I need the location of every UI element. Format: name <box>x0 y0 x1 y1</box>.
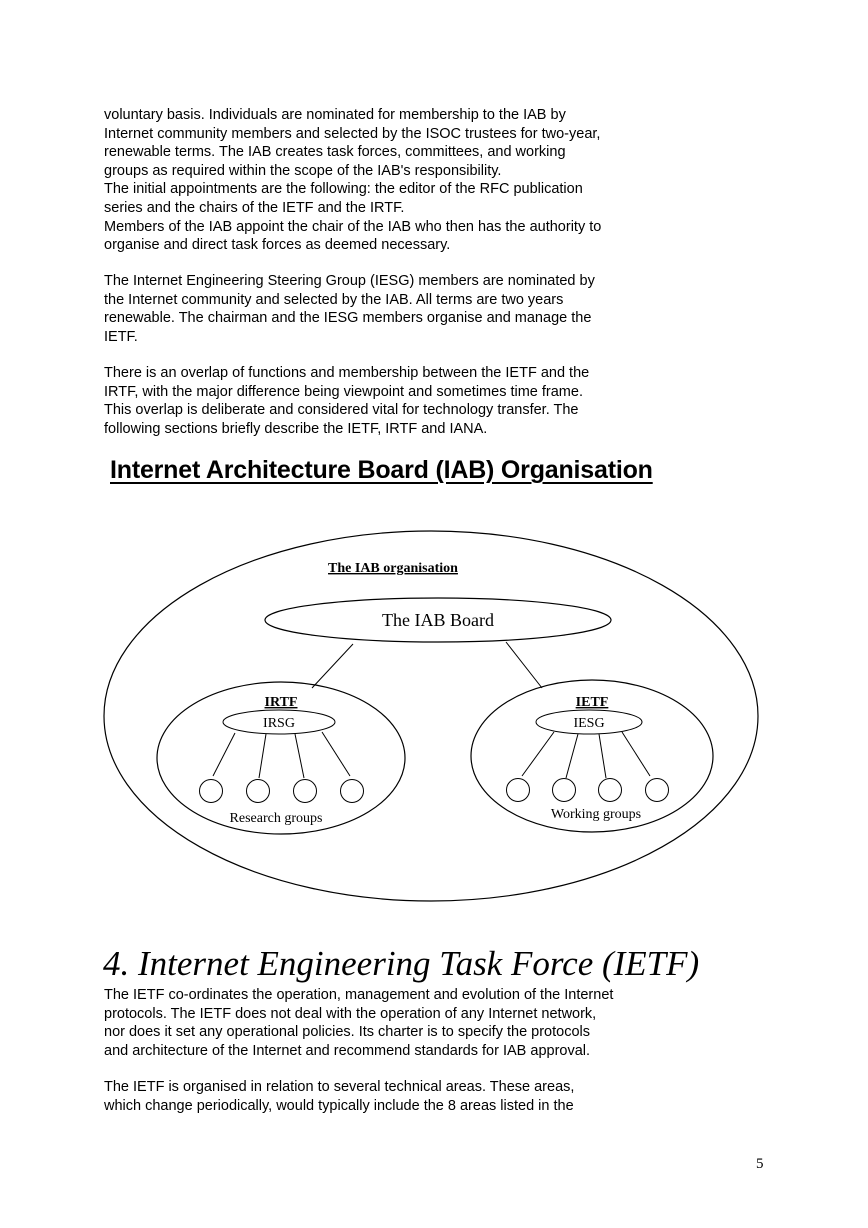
member-line <box>622 732 650 776</box>
member-line <box>213 733 235 776</box>
working-group-node <box>599 779 622 802</box>
text-line: The IETF co-ordinates the operation, management and evolution of the Internet <box>104 987 614 1003</box>
member-line <box>322 732 350 776</box>
iab-organisation-diagram <box>100 528 764 908</box>
figure-title: Internet Architecture Board (IAB) Organisation <box>110 456 653 484</box>
text-line: protocols. The IETF does not deal with the operation of any Internet network, <box>104 1005 597 1022</box>
connector-line <box>312 644 353 688</box>
text-line: series and the chairs of the IETF and the IRTF. <box>104 199 405 216</box>
paragraph-ietf-role <box>104 986 704 1060</box>
text-line: This overlap is deliberate and considered vital for technology transfer. The <box>104 402 579 419</box>
text-line: organise and direct task forces as deemed necessary. <box>104 237 451 254</box>
working-group-node <box>553 779 576 802</box>
paragraph-ietf-areas <box>104 1078 704 1115</box>
board-label: The IAB Board <box>382 610 494 630</box>
text-line: which change periodically, would typically include the 8 areas listed in the <box>104 1097 574 1114</box>
text-line: renewable terms. The IAB creates task forces, committees, and working <box>104 144 566 161</box>
research-group-node <box>294 780 317 803</box>
paragraph-overlap <box>104 364 704 438</box>
text-line: The IETF is organised in relation to several technical areas. These areas, <box>104 1079 575 1095</box>
text-line: Members of the IAB appoint the chair of the IAB who then has the authority to <box>104 218 602 235</box>
text-line: IETF. <box>104 328 138 345</box>
member-line <box>522 732 554 776</box>
text-line: IRTF, with the major difference being viewpoint and sometimes time frame. <box>104 383 583 400</box>
working-group-node <box>507 779 530 802</box>
page-number: 5 <box>756 1156 764 1172</box>
member-line <box>566 734 578 778</box>
ietf-label: IETF <box>575 695 609 710</box>
working-groups-label: Working groups <box>550 807 642 822</box>
research-group-node <box>247 780 270 803</box>
outer-ellipse <box>104 531 758 901</box>
text-line: The initial appointments are the following: the editor of the RFC publication <box>104 181 583 198</box>
text-line: voluntary basis. Individuals are nominated for membership to the IAB by <box>104 107 566 123</box>
text-line: There is an overlap of functions and membership between the IETF and the <box>104 365 590 381</box>
paragraph-iab-membership <box>104 106 704 255</box>
text-line: groups as required within the scope of the IAB's responsibility. <box>104 162 502 179</box>
text-line: following sections briefly describe the IETF, IRTF and IANA. <box>104 420 488 437</box>
member-line <box>259 734 266 778</box>
text-line: the Internet community and selected by the IAB. All terms are two years <box>104 291 564 308</box>
research-group-node <box>341 780 364 803</box>
irtf-label: IRTF <box>264 695 298 710</box>
research-groups-label: Research groups <box>229 811 323 826</box>
research-group-node <box>200 780 223 803</box>
iesg-label: IESG <box>573 716 605 731</box>
paragraph-iesg-members <box>104 272 704 346</box>
irsg-label: IRSG <box>263 716 295 731</box>
text-line: nor does it set any operational policies. Its charter is to specify the protocols <box>104 1024 590 1041</box>
connector-line <box>506 642 542 688</box>
section-heading: 4. Internet Engineering Task Force (IETF) <box>103 944 700 983</box>
outer-label: The IAB organisation <box>328 561 458 576</box>
text-line: and architecture of the Internet and recommend standards for IAB approval. <box>104 1042 591 1059</box>
member-line <box>295 734 304 778</box>
text-line: renewable. The chairman and the IESG members organise and manage the <box>104 310 592 327</box>
member-line <box>599 734 606 778</box>
working-group-node <box>646 779 669 802</box>
text-line: The Internet Engineering Steering Group (IESG) members are nominated by <box>104 273 595 289</box>
text-line: Internet community members and selected by the ISOC trustees for two-year, <box>104 125 601 142</box>
